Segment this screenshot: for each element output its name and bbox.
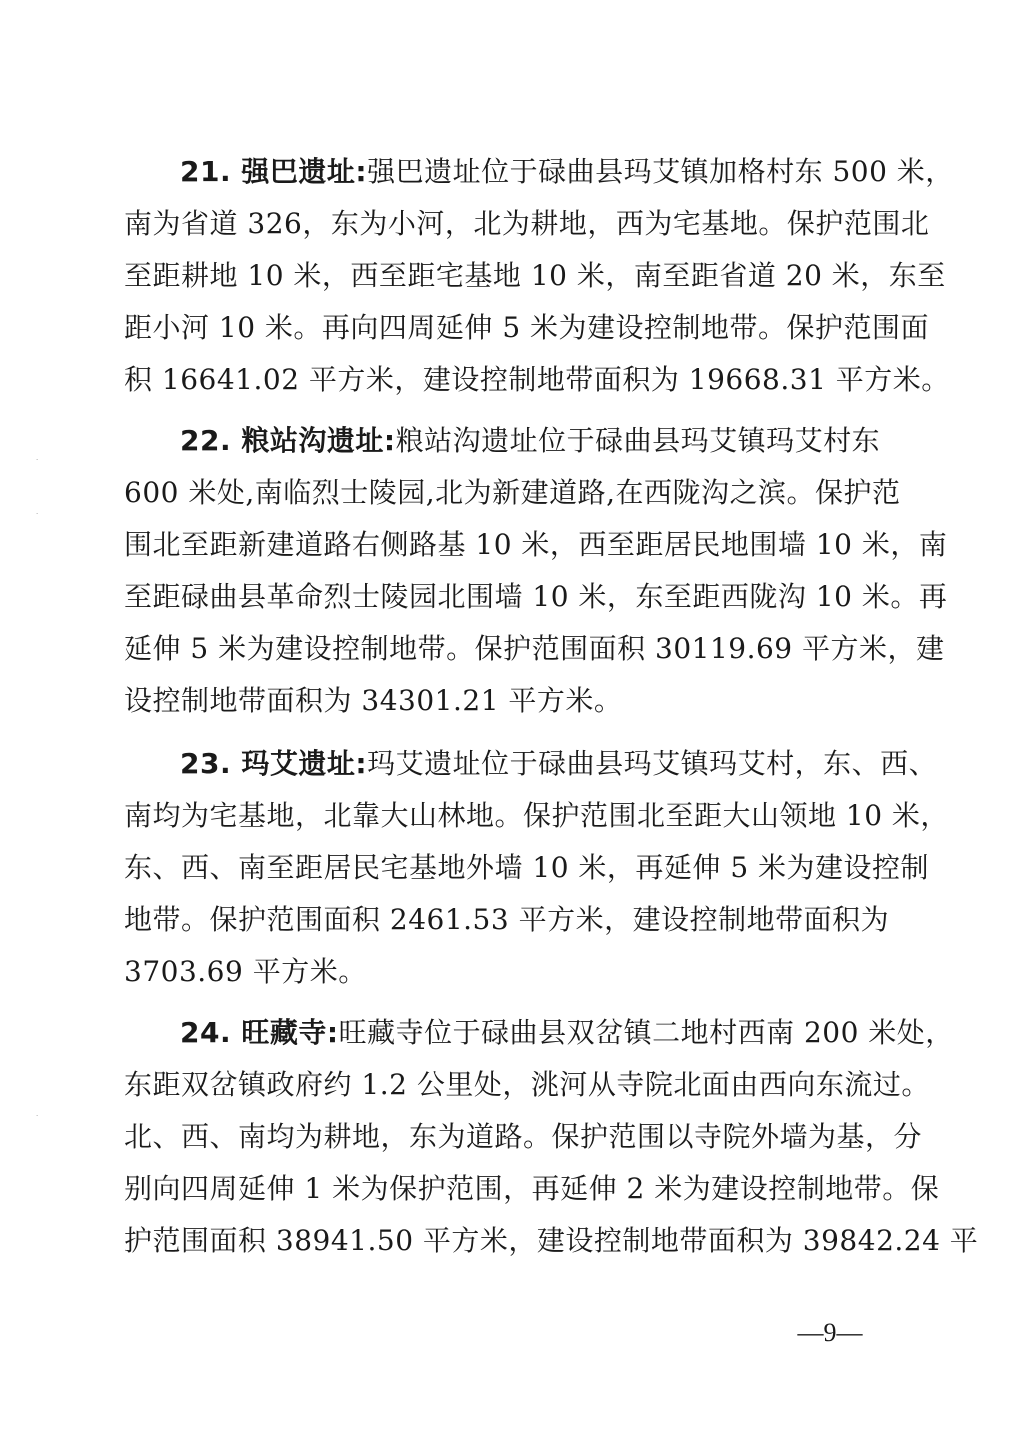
section-heading: 24. 旺藏寺: — [180, 1016, 339, 1049]
paragraph-line — [180, 738, 938, 790]
paragraph-line: 护范围面积 38941.50 平方米，建设控制地带面积为 39842.24 平 — [124, 1224, 979, 1257]
scan-mark: · — [36, 1112, 39, 1120]
section-text: 旺藏寺位于碌曲县双岔镇二地村西南 200 米处， — [338, 1016, 954, 1049]
scan-mark: · — [36, 510, 39, 518]
paragraph-line: 南均为宅基地，北靠大山林地。保护范围北至距大山领地 10 米， — [124, 799, 949, 832]
paragraph-line: 北、西、南均为耕地，东为道路。保护范围以寺院外墙为基，分 — [124, 1120, 923, 1153]
scan-mark: · — [36, 456, 39, 464]
section-heading: 21. 强巴遗址: — [180, 155, 368, 188]
paragraph-line: 南为省道 326，东为小河，北为耕地，西为宅基地。保护范围北 — [124, 207, 930, 240]
paragraph-line: 地带。保护范围面积 2461.53 平方米，建设控制地带面积为 — [124, 903, 890, 936]
section-text: 玛艾遗址位于碌曲县玛艾镇玛艾村，东、西、 — [367, 747, 938, 780]
paragraph-line: 至距碌曲县革命烈士陵园北围墙 10 米，东至距西陇沟 10 米。再 — [124, 580, 948, 613]
paragraph-line: 设控制地带面积为 34301.21 平方米。 — [124, 684, 623, 717]
paragraph-line: 600 米处,南临烈士陵园,北为新建道路,在西陇沟之滨。保护范 — [124, 476, 901, 509]
section-heading: 23. 玛艾遗址: — [180, 747, 368, 780]
paragraph-line: 延伸 5 米为建设控制地带。保护范围面积 30119.69 平方米，建 — [124, 632, 945, 665]
section-heading: 22. 粮站沟遗址: — [180, 424, 396, 457]
paragraph-line: 距小河 10 米。再向四周延伸 5 米为建设控制地带。保护范围面 — [124, 311, 930, 344]
paragraph-line — [180, 1007, 954, 1059]
section-text: 强巴遗址位于碌曲县玛艾镇加格村东 500 米， — [367, 155, 954, 188]
paragraph-line — [180, 146, 954, 198]
section-text: 粮站沟遗址位于碌曲县玛艾镇玛艾村东 — [395, 424, 881, 457]
paragraph-line: 东、西、南至距居民宅基地外墙 10 米，再延伸 5 米为建设控制 — [124, 851, 930, 884]
paragraph-line: 3703.69 平方米。 — [124, 955, 367, 988]
paragraph-line — [180, 415, 886, 467]
paragraph-line: 东距双岔镇政府约 1.2 公里处，洮河从寺院北面由西向东流过。 — [124, 1068, 930, 1101]
paragraph-line: 积 16641.02 平方米，建设控制地带面积为 19668.31 平方米。 — [124, 363, 950, 396]
paragraph-line: 别向四周延伸 1 米为保护范围，再延伸 2 米为建设控制地带。保 — [124, 1172, 940, 1205]
paragraph-line: 至距耕地 10 米，西至距宅基地 10 米，南至距省道 20 米，东至 — [124, 259, 946, 292]
paragraph-line: 围北至距新建道路右侧路基 10 米，西至距居民地围墙 10 米，南 — [124, 528, 948, 561]
page-number: —9— — [797, 1318, 863, 1347]
